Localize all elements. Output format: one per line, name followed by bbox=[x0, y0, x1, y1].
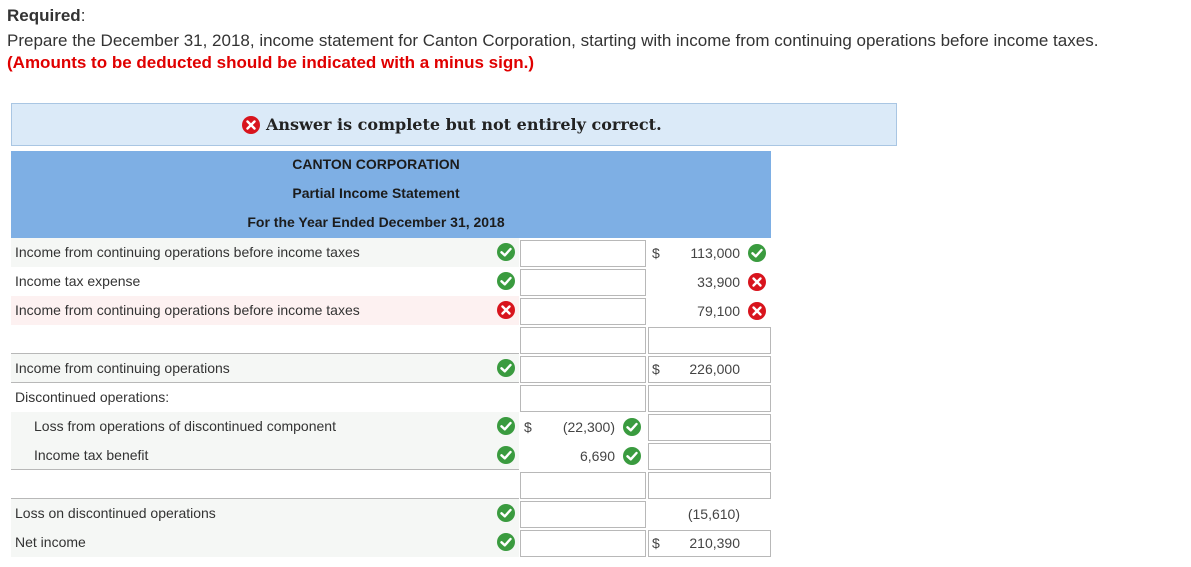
row-divider bbox=[11, 498, 519, 499]
required-title: Required bbox=[7, 6, 81, 25]
row-label-select[interactable]: Loss on discontinued operations bbox=[15, 505, 216, 521]
amount-value: 210,390 bbox=[689, 535, 740, 551]
amount-input-col-b[interactable] bbox=[648, 443, 771, 470]
dollar-sign: $ bbox=[524, 419, 532, 435]
row-divider bbox=[11, 382, 519, 383]
row-label-select[interactable]: Income tax expense bbox=[15, 273, 141, 289]
amount-input-col-b[interactable] bbox=[648, 356, 771, 383]
table-row bbox=[11, 296, 771, 325]
label-status bbox=[497, 272, 515, 290]
checkmark-icon bbox=[497, 446, 515, 464]
amount-input-col-a[interactable] bbox=[520, 240, 646, 267]
row-divider bbox=[11, 469, 519, 470]
amount-input-col-b[interactable] bbox=[648, 269, 771, 296]
company-name: CANTON CORPORATION bbox=[292, 156, 460, 172]
table-row bbox=[11, 412, 771, 441]
row-label-select[interactable]: Income from continuing operations before income taxes bbox=[15, 244, 360, 260]
amount-input-col-a[interactable] bbox=[520, 414, 646, 441]
dollar-sign: $ bbox=[652, 245, 660, 261]
table-row bbox=[11, 499, 771, 528]
amount-input-col-a[interactable] bbox=[520, 356, 646, 383]
row-label-select[interactable]: Discontinued operations: bbox=[15, 389, 170, 405]
amount-value: (22,300) bbox=[562, 419, 615, 435]
amount-status bbox=[623, 418, 641, 436]
amount-status bbox=[748, 244, 766, 262]
statement-header bbox=[11, 151, 771, 238]
label-status bbox=[497, 504, 515, 522]
answer-status-banner bbox=[11, 103, 897, 146]
amount-input-col-a[interactable] bbox=[520, 443, 646, 470]
amount-input-col-b[interactable] bbox=[648, 501, 771, 528]
banner-text: Answer is complete but not entirely correct. bbox=[266, 115, 662, 134]
row-label-select[interactable]: Loss from operations of discontinued component bbox=[34, 418, 336, 434]
checkmark-icon bbox=[623, 447, 641, 465]
x-mark-icon bbox=[242, 116, 260, 134]
checkmark-icon bbox=[497, 243, 515, 261]
amount-value: 33,900 bbox=[697, 274, 740, 290]
x-mark-icon bbox=[748, 302, 766, 320]
table-row bbox=[11, 238, 771, 267]
required-instructions bbox=[7, 30, 1182, 74]
table-row bbox=[11, 470, 771, 499]
amount-input-col-a[interactable] bbox=[520, 530, 646, 557]
label-status bbox=[497, 533, 515, 551]
label-status bbox=[497, 446, 515, 464]
amount-value: (15,610) bbox=[687, 506, 740, 522]
amount-status bbox=[623, 447, 641, 465]
statement-title: Partial Income Statement bbox=[292, 185, 460, 201]
dollar-sign: $ bbox=[652, 361, 660, 377]
label-status bbox=[497, 301, 515, 319]
amount-input-col-a[interactable] bbox=[520, 269, 646, 296]
amount-input-col-b[interactable] bbox=[648, 240, 771, 267]
row-label-select[interactable]: Income tax benefit bbox=[34, 447, 149, 463]
x-mark-icon bbox=[748, 273, 766, 291]
amount-input-col-b[interactable] bbox=[648, 530, 771, 557]
amount-input-col-a[interactable] bbox=[520, 501, 646, 528]
amount-input-col-b[interactable] bbox=[648, 472, 771, 499]
instruction-note: (Amounts to be deducted should be indicated with a minus sign.) bbox=[7, 53, 535, 72]
amount-value: 113,000 bbox=[690, 245, 740, 261]
amount-input-col-b[interactable] bbox=[648, 298, 771, 325]
table-row bbox=[11, 383, 771, 412]
x-mark-icon bbox=[497, 301, 515, 319]
row-label-select[interactable]: Income from continuing operations bbox=[15, 360, 230, 376]
row-label-select[interactable]: Income from continuing operations before income taxes bbox=[15, 302, 360, 318]
amount-input-col-b[interactable] bbox=[648, 414, 771, 441]
amount-value: 226,000 bbox=[689, 361, 740, 377]
required-colon: : bbox=[80, 6, 86, 25]
checkmark-icon bbox=[623, 418, 641, 436]
checkmark-icon bbox=[497, 504, 515, 522]
checkmark-icon bbox=[497, 417, 515, 435]
checkmark-icon bbox=[497, 359, 515, 377]
checkmark-icon bbox=[497, 272, 515, 290]
statement-period: For the Year Ended December 31, 2018 bbox=[247, 214, 505, 230]
amount-input-col-a[interactable] bbox=[520, 298, 646, 325]
checkmark-icon bbox=[497, 533, 515, 551]
table-row bbox=[11, 325, 771, 354]
table-row bbox=[11, 528, 771, 557]
amount-input-col-b[interactable] bbox=[648, 385, 771, 412]
amount-input-col-a[interactable] bbox=[520, 327, 646, 354]
checkmark-icon bbox=[748, 244, 766, 262]
label-status bbox=[497, 359, 515, 377]
amount-input-col-a[interactable] bbox=[520, 385, 646, 412]
amount-status bbox=[748, 302, 766, 320]
label-status bbox=[497, 243, 515, 261]
required-heading bbox=[7, 6, 85, 26]
instruction-text: Prepare the December 31, 2018, income statement for Canton Corporation, starting with income from continuing operations before income taxes. bbox=[7, 31, 1099, 50]
amount-input-col-a[interactable] bbox=[520, 472, 646, 499]
amount-value: 6,690 bbox=[579, 448, 615, 464]
label-status bbox=[497, 417, 515, 435]
amount-input-col-b[interactable] bbox=[648, 327, 771, 354]
row-divider bbox=[11, 353, 519, 354]
amount-status bbox=[748, 273, 766, 291]
table-row bbox=[11, 267, 771, 296]
amount-value: 79,100 bbox=[697, 303, 740, 319]
dollar-sign: $ bbox=[652, 535, 660, 551]
row-label-select[interactable]: Net income bbox=[15, 534, 86, 550]
table-row bbox=[11, 354, 771, 383]
table-row bbox=[11, 441, 771, 470]
